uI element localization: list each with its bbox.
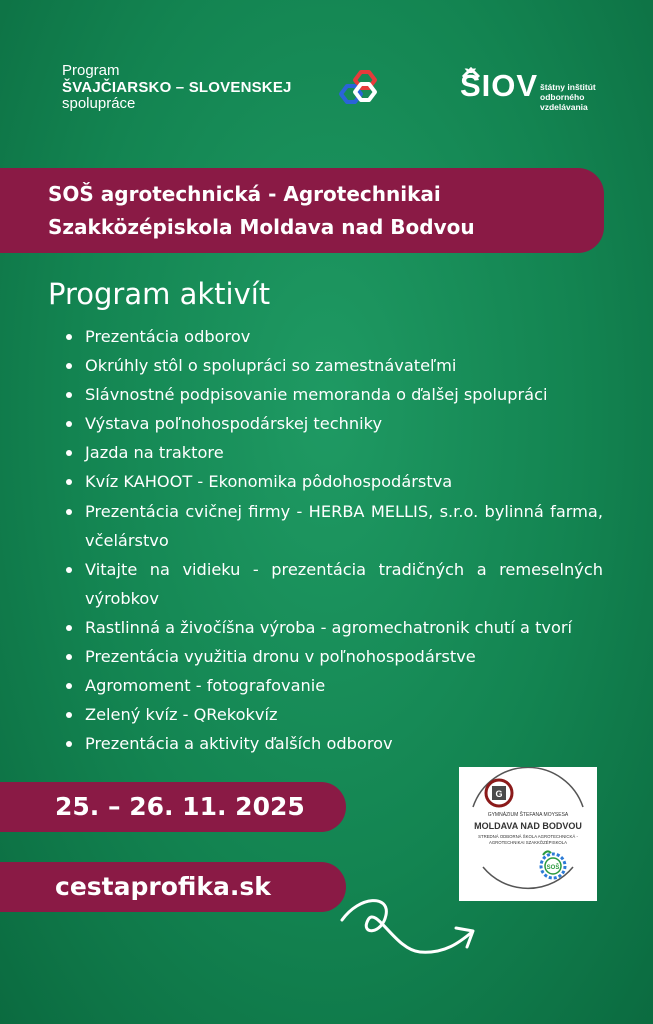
list-item: Prezentácia a aktivity ďalších odborov [66,729,603,758]
sos-badge: SOŠ [546,865,560,871]
school-logo-line4: AGROTECHNIKAI SZAKKÖZÉPISKOLA [488,840,568,845]
school-logo-line1: GYMNÁZIUM ŠTEFANA MOYSESA [487,812,569,818]
siov-mark: ŠIOV [460,68,539,103]
siov-sub-line1: štátny inštitút [540,82,596,92]
school-name [48,178,475,244]
list-item: Prezentácia využitia dronu v poľnohospodárstve [66,642,603,671]
event-date: 25. – 26. 11. 2025 [55,792,305,821]
school-logo-line3: STREDNÁ ODBORNÁ ŠKOLA AGROTECHNICKÁ - [478,834,578,839]
school-logo [459,767,597,901]
school-logo-line2: MOLDAVA NAD BODVOU [474,821,582,831]
list-item: Jazda na traktore [66,438,603,467]
list-item: Vitajte na vidieku - prezentácia tradičných a remeselných výrobkov [66,555,603,613]
date-pill [0,782,346,832]
list-item: Prezentácia cvičnej firmy - HERBA MELLIS, s.r.o. bylinná farma, včelárstvo [66,497,603,555]
list-item: Kvíz KAHOOT - Ekonomika pôdohospodárstva [66,467,603,496]
school-name-banner [0,168,604,253]
website-pill[interactable] [0,862,346,912]
list-item: Prezentácia odborov [66,322,603,351]
list-item: Okrúhly stôl o spolupráci so zamestnávateľmi [66,351,603,380]
program-logo-line3: spolupráce [62,95,136,112]
program-logo-line1: Program [62,62,120,79]
list-item: Agromoment - fotografovanie [66,671,603,700]
siov-sub-line3: vzdelávania [540,102,588,112]
program-logo-line2: ŠVAJČIARSKO – SLOVENSKEJ [62,79,292,96]
activity-list [66,322,603,758]
school-name-line1: SOŠ agrotechnická - Agrotechnikai [48,182,441,206]
list-item: Slávnostné podpisovanie memoranda o ďalšej spolupráci [66,380,603,409]
school-name-line2: Szakközépiskola Moldava nad Bodvou [48,215,475,239]
siov-sub-line2: odborného [540,92,585,102]
interlocking-rings-icon [337,68,387,110]
siov-logo [460,66,596,112]
list-item: Zelený kvíz - QRekokvíz [66,700,603,729]
program-logo [62,63,292,111]
list-item: Výstava poľnohospodárskej techniky [66,409,603,438]
section-title: Program aktivít [48,277,271,311]
svg-text:G: G [495,789,503,799]
siov-arrow-icon [460,66,482,80]
list-item: Rastlinná a živočíšna výroba - agromechatronik chutí a tvorí [66,613,603,642]
website-link[interactable]: cestaprofika.sk [55,872,271,901]
squiggle-arrow-icon [340,890,485,970]
siov-subtitle [540,82,596,112]
